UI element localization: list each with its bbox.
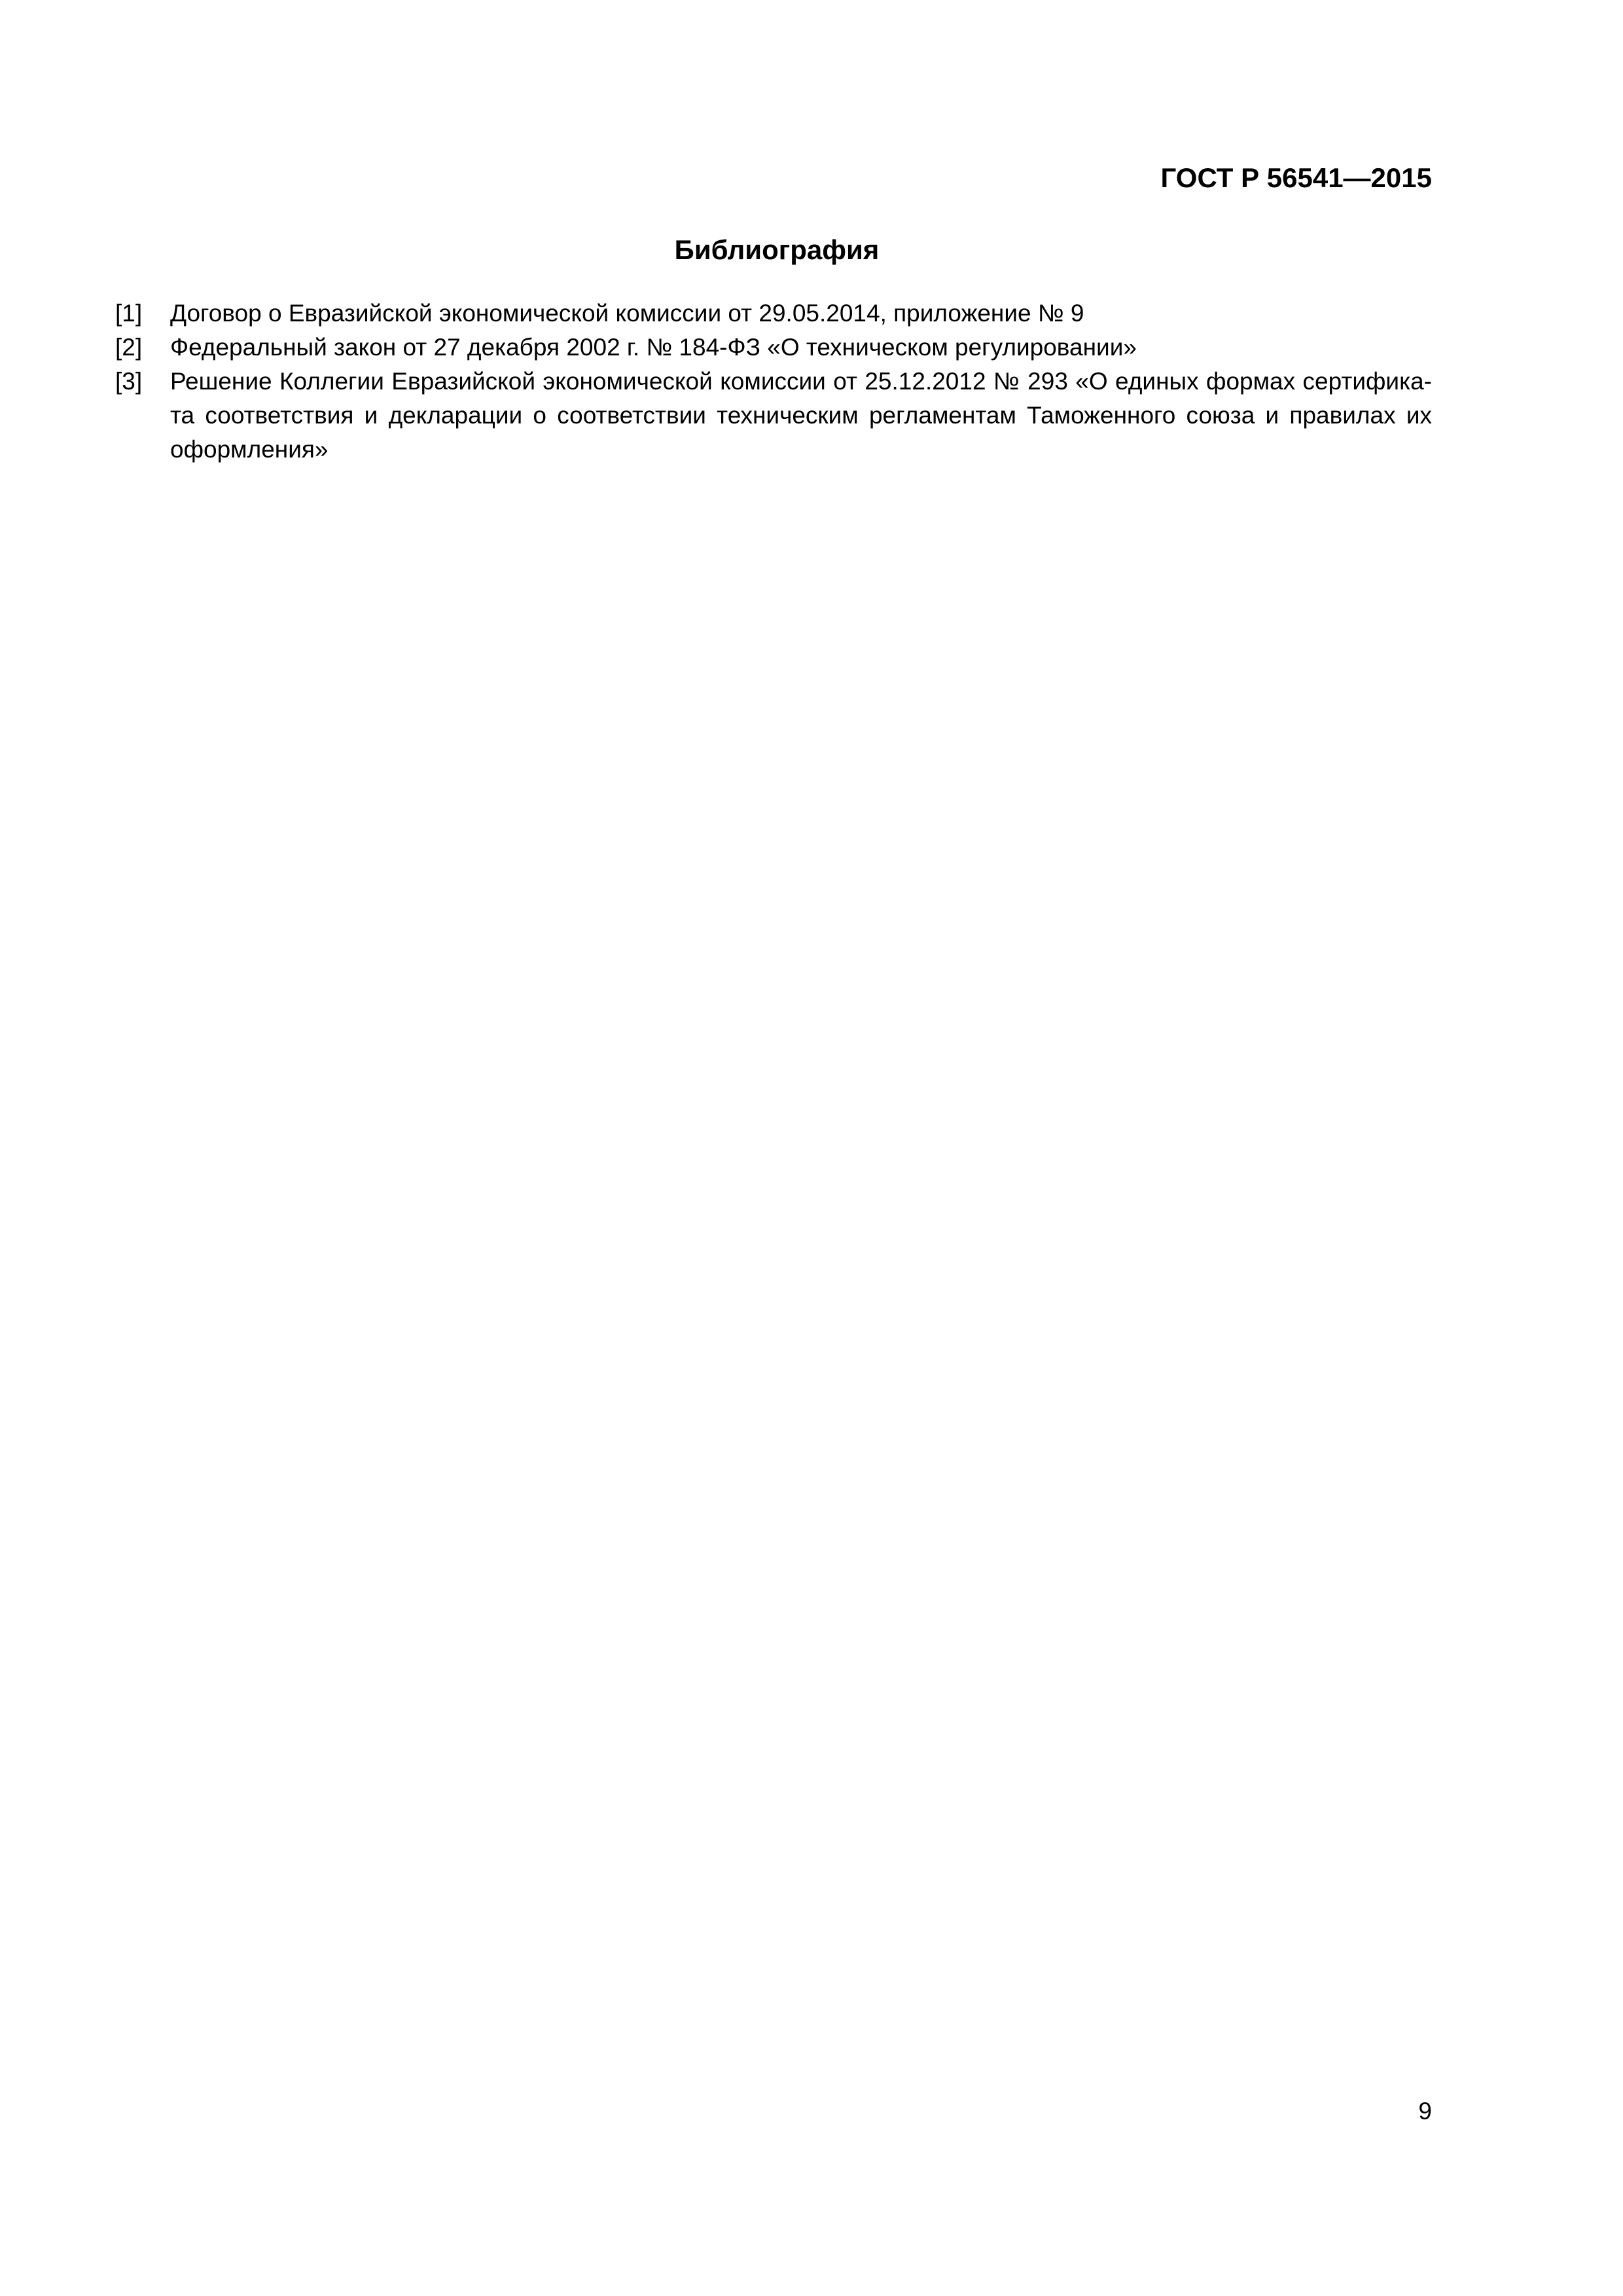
page-number: 9 — [1418, 2098, 1432, 2125]
bibliography-entry — [115, 331, 1432, 365]
bibliography-list — [115, 296, 1432, 467]
bibliography-entry-number: [3] — [115, 368, 143, 395]
bibliography-entry-number: [2] — [115, 334, 143, 361]
bibliography-entry-text: Договор о Евразийской экономической комиссии от 29.05.2014, приложение № 9 — [170, 300, 1084, 327]
section-title: Библиография — [674, 234, 880, 265]
bibliography-entry-number: [1] — [115, 300, 143, 327]
bibliography-entry-text: Федеральный закон от 27 декабря 2002 г. № 184-ФЗ «О техническом регулировании» — [170, 334, 1137, 361]
bibliography-entry-text: Решение Коллегии Евразийской экономической комиссии от 25.12.2012 № 293 «О единых формах сертифика-та соответствия и декларации о соответствии техническим регламентам Таможенного союза и правилах их оформления» — [170, 368, 1432, 463]
document-code: ГОСТ Р 56541—2015 — [1160, 162, 1432, 193]
bibliography-entry — [115, 296, 1432, 331]
bibliography-entry — [115, 365, 1432, 467]
